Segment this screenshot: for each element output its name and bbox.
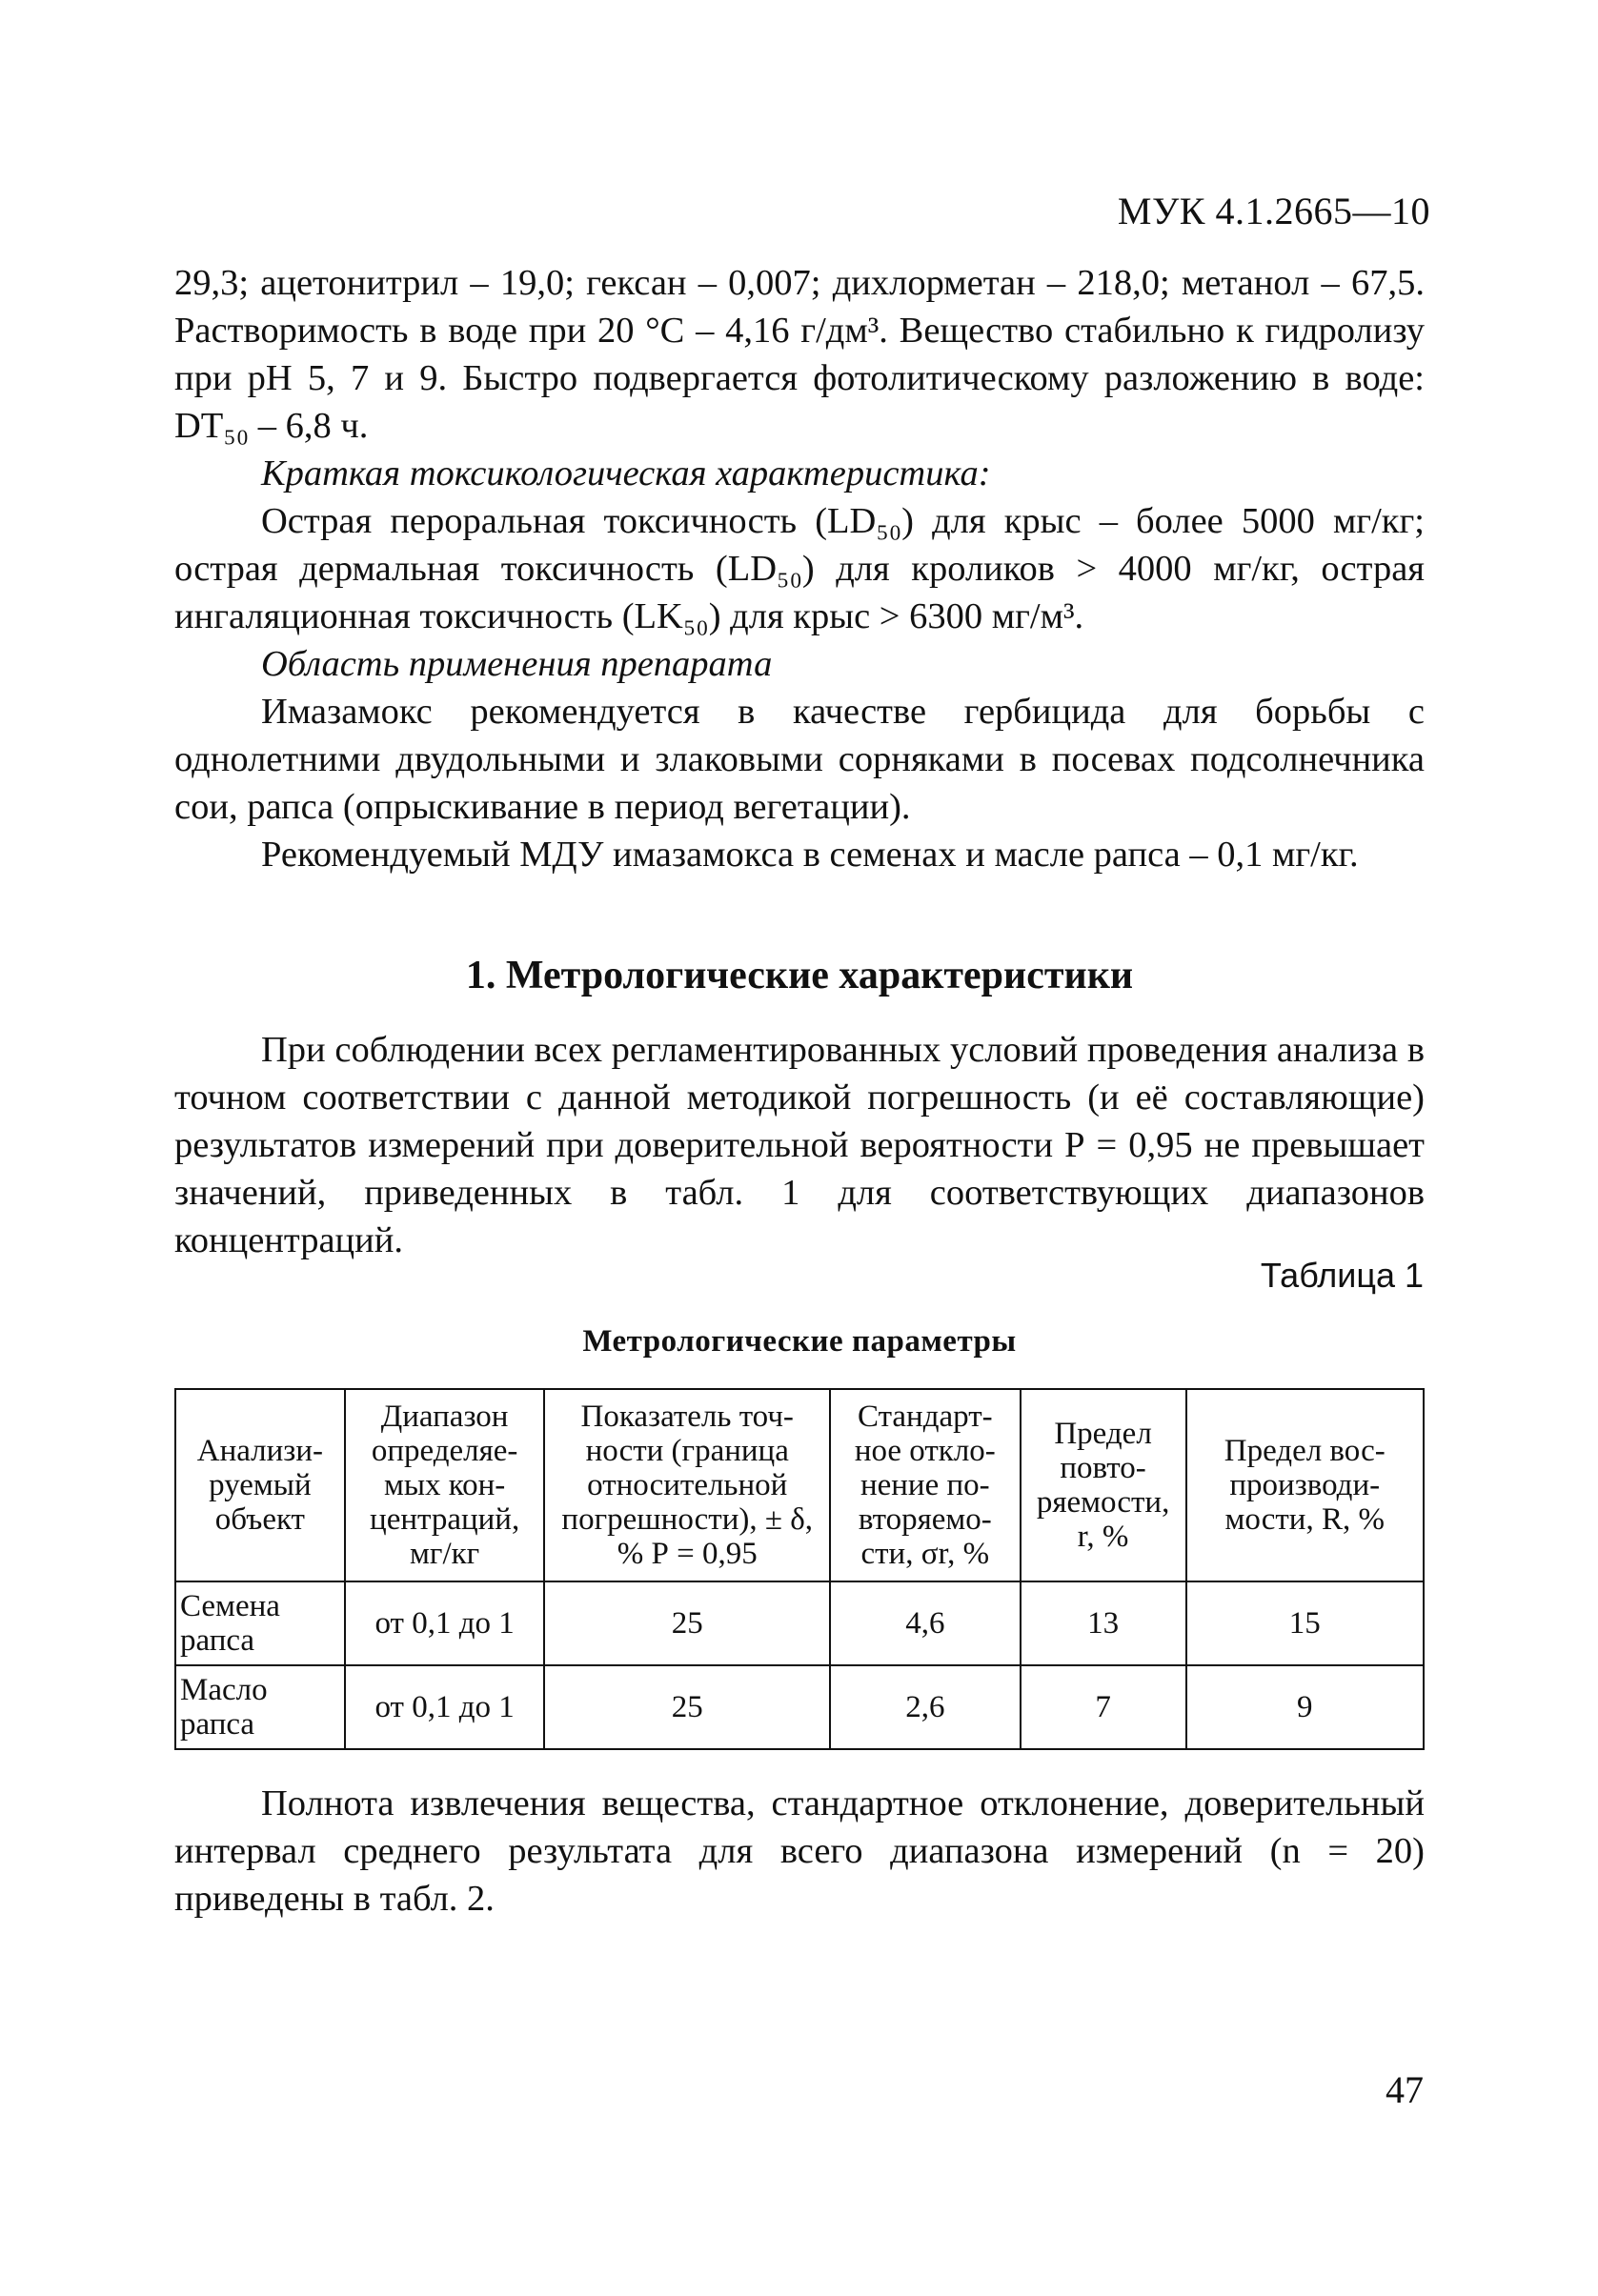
header-cell-range: Диапазон определяе-мых кон-центраций, мг/кг [345,1389,545,1581]
table-header-row [175,1389,1424,1581]
header-cell-repeatability: Предел повто-ряемости, r, % [1021,1389,1186,1581]
cell-sd: 4,6 [830,1581,1021,1665]
cell-range: от 0,1 до 1 [345,1665,545,1749]
intro-continuation: 29,3; ацетонитрил – 19,0; гексан – 0,007; дихлорметан – 218,0; метанол – 67,5. Растворимость в воде при 20 °С – 4,16 г/дм³. Вещество стабильно к гидролизу при рН 5, 7 и 9. Быстро подвергается фотолитическому разложению в воде: DT₅₀ – 6,8 ч. [174,263,1425,446]
table-row [175,1665,1424,1749]
section-text: При соблюдении всех регламентированных условий проведения анализа в точном соответствии с данной методикой погрешность (и её составляющие) результатов измерений при доверительной вероятности Р = 0,95 не превышает значений, приведенных в табл. 1 для соответствующих диапазонов концентраций. [174,1030,1425,1260]
cell-reproducibility: 9 [1186,1665,1425,1749]
table-row [175,1581,1424,1665]
toxicology-heading: Краткая токсикологическая характеристика: [261,453,991,493]
closing-text: Полнота извлечения вещества, стандартное отклонение, доверительный интервал среднего результата для всего диапазона измерений (n = 20) приведены в табл. 2. [174,1783,1425,1919]
cell-sd: 2,6 [830,1665,1021,1749]
metrology-table [174,1388,1425,1750]
cell-object: Масло рапса [175,1665,345,1749]
table-caption: Метрологические параметры [582,1324,1017,1359]
cell-object: Семена рапса [175,1581,345,1665]
header-cell-object: Анализи-руемый объект [175,1389,345,1581]
toxicology-text: Острая пероральная токсичность (LD₅₀) для крыс – более 5000 мг/кг; острая дермальная токсичность (LD₅₀) для кроликов > 4000 мг/кг, острая ингаляционная токсичность (LK₅₀) для крыс > 6300 мг/м³. [174,501,1425,636]
intro-block [174,259,1425,878]
cell-accuracy: 25 [544,1581,829,1665]
table-number: Таблица 1 [1260,1256,1424,1295]
cell-accuracy: 25 [544,1665,829,1749]
header-cell-reproducibility: Предел вос-производи-мости, R, % [1186,1389,1425,1581]
document-code: МУК 4.1.2665—10 [1117,190,1430,232]
header-cell-accuracy: Показатель точ-ности (граница относительной погрешности), ± δ, % Р = 0,95 [544,1389,829,1581]
cell-reproducibility: 15 [1186,1581,1425,1665]
closing-block [174,1780,1425,1923]
cell-repeatability: 13 [1021,1581,1186,1665]
cell-repeatability: 7 [1021,1665,1186,1749]
application-heading: Область применения препарата [261,644,773,684]
section-title: 1. Метрологические характеристики [465,954,1134,997]
header-cell-sd: Стандарт-ное откло-нение по-вторяемо-сти, σr, % [830,1389,1021,1581]
application-text: Имазамокс рекомендуется в качестве гербицида для борьбы с однолетними двудольными и злаковыми сорняками в посевах подсолнечника сои, рапса (опрыскивание в период вегетации). [174,692,1425,827]
mdu-text: Рекомендуемый МДУ имазамокса в семенах и масле рапса – 0,1 мг/кг. [261,835,1359,875]
cell-range: от 0,1 до 1 [345,1581,545,1665]
page-number: 47 [1386,2068,1424,2111]
section-block [174,1026,1425,1264]
